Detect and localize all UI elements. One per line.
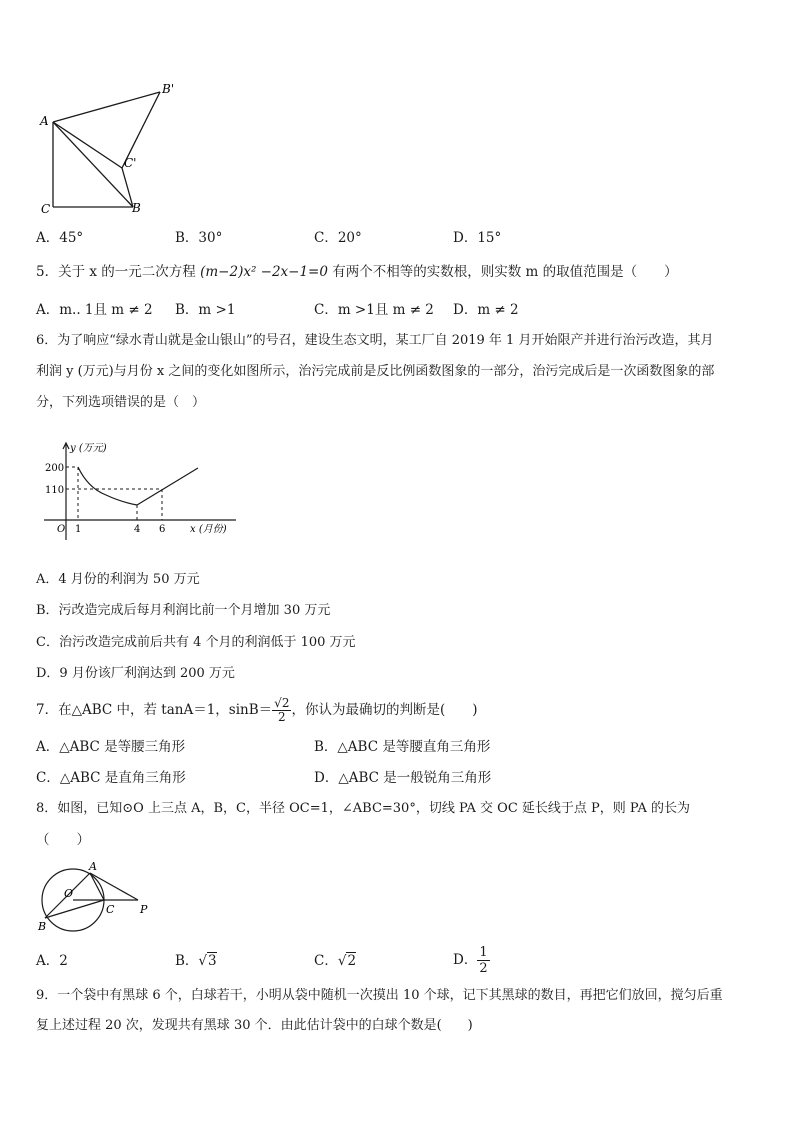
q6-x-label: x (月份) <box>190 524 227 535</box>
q8-option-d-prefix: D． <box>453 952 478 968</box>
q8-stem-line1: 8．如图，已知⊙O 上三点 A，B，C，半径 OC=1，∠ABC=30°，切线 PA 交 OC 延长线于点 P，则 PA 的长为 <box>36 801 690 816</box>
q9-stem-line2: 复上述过程 20 次，发现共有黑球 30 个．由此估计袋中的白球个数是( ) <box>36 1018 473 1033</box>
q8-label-p: P <box>140 903 148 916</box>
q7-frac-den: 2 <box>277 710 286 724</box>
q8-option-c[interactable]: C．√2 <box>314 953 357 969</box>
q8-circle-figure <box>36 860 166 940</box>
q6-x-tick-6: 6 <box>159 524 166 535</box>
q8-option-b[interactable]: B．√3 <box>175 953 217 969</box>
q6-stem-line2: 利润 y (万元)与月份 x 之间的变化如图所示，治污完成前是反比例函数图象的一部分，治污完成后是一次函数图象的部 <box>36 364 715 379</box>
q5-equation: (m−2)x² −2x−1=0 <box>200 264 328 280</box>
q7-frac-num: √2 <box>274 696 290 710</box>
q6-option-d[interactable]: D．9 月份该厂利润达到 200 万元 <box>36 666 235 681</box>
q8-option-d-fraction <box>477 945 489 976</box>
q8-label-c: C <box>106 903 115 916</box>
q8-option-b-prefix: B． <box>175 953 199 969</box>
q4-option-a[interactable]: A．45° <box>36 230 84 246</box>
q6-x-tick-1: 1 <box>75 524 82 535</box>
q4-seg-ab <box>53 122 133 207</box>
q6-option-a[interactable]: A．4 月份的利润为 50 万元 <box>36 572 200 587</box>
q8-option-b-radicand: 3 <box>208 953 217 969</box>
q7-stem-post: ，你认为最确切的判断是( ) <box>291 702 478 718</box>
q7-stem <box>36 696 478 724</box>
q6-x-tick-4: 4 <box>134 524 141 535</box>
q6-y-tick-200: 200 <box>45 463 65 474</box>
q8-option-d-num: 1 <box>479 945 488 960</box>
q5-stem-post: 有两个不相等的实数根，则实数 m 的取值范围是（ ） <box>332 264 678 280</box>
q8-option-c-radicand: 2 <box>347 953 357 969</box>
q5-option-b[interactable]: B．m >1 <box>175 302 236 318</box>
q6-y-label: y (万元) <box>70 443 107 454</box>
q4-seg-ac-prime <box>53 122 122 168</box>
q6-stem-line1: 6．为了响应“绿水青山就是金山银山”的号召，建设生态文明，某工厂自 2019 年 1 月开始限产并进行治污改造，其月 <box>36 333 714 348</box>
q4-label-c-prime: C' <box>124 156 137 170</box>
q8-option-a[interactable]: A．2 <box>36 953 68 969</box>
q4-label-c: C <box>41 202 51 216</box>
q7-stem-pre: 7．在△ABC 中，若 tanA＝1，sinB＝ <box>36 702 273 718</box>
q9-stem-line1: 9．一个袋中有黑球 6 个，白球若干，小明从袋中随机一次摸出 10 个球，记下其黑球的数目，再把它们放回，搅匀后重 <box>36 988 723 1003</box>
q4-seg-ab-prime <box>53 92 160 122</box>
q7-option-d[interactable]: D．△ABC 是一般锐角三角形 <box>314 770 492 786</box>
q6-option-b[interactable]: B．污改造完成后每月利润比前一个月增加 30 万元 <box>36 603 331 618</box>
q7-sinb-fraction <box>272 697 291 724</box>
q6-origin: O <box>57 524 66 535</box>
q8-option-c-prefix: C． <box>314 953 338 969</box>
q8-option-d[interactable] <box>453 943 490 977</box>
q6-stem-line3: 分，下列选项错误的是（ ） <box>36 395 206 410</box>
q5-option-d[interactable]: D．m ≠ 2 <box>453 302 519 318</box>
q8-stem-line2: （ ） <box>36 832 90 848</box>
q8-label-a: A <box>89 860 97 873</box>
q5-option-a[interactable]: A．m.. 1且 m ≠ 2 <box>36 302 153 318</box>
q8-option-d-den: 2 <box>479 961 488 976</box>
q7-option-c[interactable]: C．△ABC 是直角三角形 <box>36 770 186 786</box>
q5-option-c[interactable]: C．m >1且 m ≠ 2 <box>314 302 434 318</box>
q7-option-a[interactable]: A．△ABC 是等腰三角形 <box>36 739 186 755</box>
q4-option-d[interactable]: D．15° <box>453 230 502 246</box>
q6-option-c[interactable]: C．治污改造完成前后共有 4 个月的利润低于 100 万元 <box>36 635 356 650</box>
q6-inverse-curve <box>78 467 137 505</box>
q4-label-b: B <box>132 201 141 215</box>
q5-stem <box>36 262 678 282</box>
q7-option-b[interactable]: B．△ABC 是等腰直角三角形 <box>314 739 491 755</box>
q4-label-a: A <box>40 114 49 128</box>
q8-label-b: B <box>38 920 47 933</box>
q6-profit-graph <box>36 440 246 550</box>
q6-linear-line <box>137 468 198 505</box>
q8-label-o: O <box>64 887 74 900</box>
q4-option-c[interactable]: C．20° <box>314 230 362 246</box>
q6-y-tick-110: 110 <box>45 485 65 496</box>
q4-label-b-prime: B' <box>162 82 175 96</box>
q4-option-b[interactable]: B．30° <box>175 230 223 246</box>
q4-geometry-figure <box>36 80 186 220</box>
q5-stem-pre: 5．关于 x 的一元二次方程 <box>36 264 196 280</box>
